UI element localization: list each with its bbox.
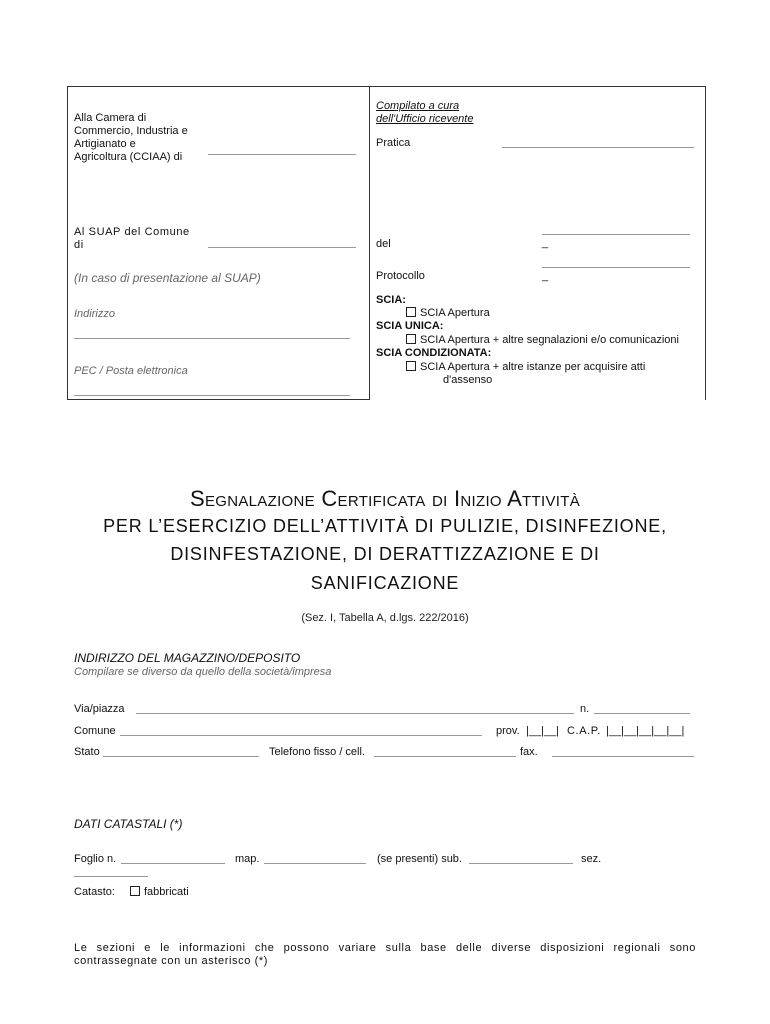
comune-input-line[interactable] <box>120 735 482 736</box>
page-title-line4: SANIFICAZIONE <box>310 573 460 593</box>
box-border-bottom <box>67 399 369 400</box>
catasto-label: Catasto: <box>74 886 115 898</box>
pec-input-line[interactable] <box>74 395 350 396</box>
scia-apertura-text: SCIA Apertura <box>420 307 490 319</box>
page-title-line1: Segnalazione Certificata di Inizio Attività <box>189 486 580 511</box>
fabbricati-option[interactable] <box>130 886 189 899</box>
scia-unica-text: SCIA Apertura + altre segnalazioni e/o comunicazioni <box>420 334 679 346</box>
via-label: Via/piazza <box>74 703 125 715</box>
warehouse-heading: INDIRIZZO DEL MAGAZZINO/DEPOSITO <box>74 651 301 665</box>
suap-label: Al SUAP del Comune di <box>74 226 190 251</box>
checkbox-icon[interactable] <box>130 886 140 896</box>
scia-condizionata-text: SCIA Apertura + altre istanze per acquisire atti <box>420 361 646 373</box>
sub-input-line[interactable] <box>469 863 573 864</box>
asterisk-note: Le sezioni e le informazioni che possono variare sulla base delle diverse disposizioni regionali sono contrassegnate con un asterisco (*) <box>74 942 696 967</box>
sez-input-line[interactable] <box>74 876 148 877</box>
scia-unica-label: SCIA UNICA: <box>376 320 444 332</box>
scia-unica-option[interactable] <box>406 334 679 347</box>
box-border-left <box>67 86 68 400</box>
map-input-line[interactable] <box>264 863 366 864</box>
cap-boxes[interactable]: |__|__|__|__|__| <box>606 725 685 737</box>
page-title-line2: PER L’ESERCIZIO DELL’ATTIVITÀ DI PULIZIE, DISINFEZIONE, <box>103 516 667 536</box>
comune-label: Comune <box>74 725 116 737</box>
box-divider <box>369 86 370 400</box>
cciaa-label: Alla Camera di Commercio, Industria e Artigianato e Agricoltura (CCIAA) di <box>74 112 188 163</box>
checkbox-icon[interactable] <box>406 307 416 317</box>
checkbox-icon[interactable] <box>406 334 416 344</box>
suap-input-line[interactable] <box>208 247 356 248</box>
cciaa-input-line[interactable] <box>208 154 356 155</box>
fabbricati-text: fabbricati <box>144 886 189 898</box>
fax-label: fax. <box>520 746 538 758</box>
indirizzo-input-line[interactable] <box>74 338 350 339</box>
office-title: Compilato a cura dell'Ufficio ricevente <box>376 100 474 125</box>
cadastral-heading: DATI CATASTALI (*) <box>74 817 183 831</box>
page-subtitle: (Sez. I, Tabella A, d.lgs. 222/2016) <box>301 612 469 624</box>
telefono-input-line[interactable] <box>374 756 516 757</box>
fax-input-line[interactable] <box>552 756 694 757</box>
prov-boxes[interactable]: |__|__| <box>526 725 560 737</box>
sez-label: sez. <box>581 853 602 865</box>
del-input-line[interactable] <box>542 234 690 235</box>
foglio-input-line[interactable] <box>121 863 225 864</box>
box-border-top <box>67 86 706 87</box>
protocollo-underscore: _ <box>542 270 549 282</box>
n-input-line[interactable] <box>594 713 690 714</box>
map-label: map. <box>235 853 260 865</box>
telefono-label: Telefono fisso / cell. <box>269 746 365 758</box>
pec-label: PEC / Posta elettronica <box>74 365 188 377</box>
checkbox-icon[interactable] <box>406 361 416 371</box>
prov-label: prov. <box>496 725 520 737</box>
page-title-line3: DISINFESTAZIONE, DI DERATTIZZAZIONE E DI <box>170 544 600 564</box>
protocollo-input-line[interactable] <box>542 267 690 268</box>
scia-apertura-option[interactable] <box>406 307 490 320</box>
scia-label: SCIA: <box>376 294 406 306</box>
pratica-input-line[interactable] <box>502 147 694 148</box>
scia-condizionata-option[interactable] <box>406 361 645 374</box>
stato-label: Stato <box>74 746 100 758</box>
indirizzo-label: Indirizzo <box>74 308 115 320</box>
foglio-label: Foglio n. <box>74 853 117 865</box>
del-underscore: _ <box>542 237 549 249</box>
scia-condizionata-text-line2: d'assenso <box>443 374 493 386</box>
pratica-label: Pratica <box>376 137 411 149</box>
suap-hint: (In caso di presentazione al SUAP) <box>74 271 261 285</box>
box-border-right <box>705 86 706 400</box>
sub-label: (se presenti) sub. <box>377 853 462 865</box>
via-input-line[interactable] <box>136 713 574 714</box>
protocollo-label: Protocollo <box>376 270 425 282</box>
del-label: del <box>376 238 391 250</box>
warehouse-subheading: Compilare se diverso da quello della società/impresa <box>74 666 332 678</box>
cap-label: C.A.P. <box>567 725 601 737</box>
scia-condizionata-label: SCIA CONDIZIONATA: <box>376 347 492 359</box>
stato-input-line[interactable] <box>103 756 259 757</box>
n-label: n. <box>580 703 590 715</box>
